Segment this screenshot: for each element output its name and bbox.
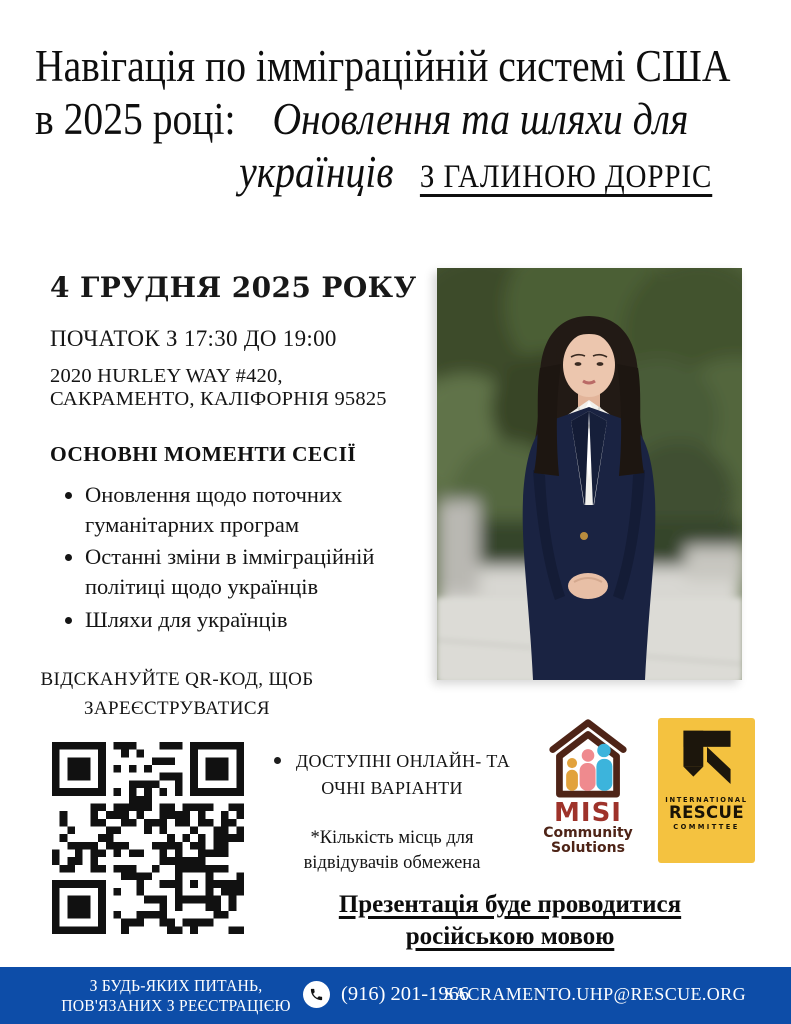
event-address-line1: 2020 HURLEY WAY #420,	[50, 365, 283, 387]
title-line-1: Навігація по імміграційній системі США	[35, 41, 731, 91]
qr-caption-line2: ЗАРЕЄСТРУВАТИСЯ	[84, 697, 270, 719]
speaker-figure	[523, 316, 656, 680]
language-note-line1: Презентація буде проводитися	[338, 891, 682, 918]
title-line-3	[35, 146, 713, 204]
options-line2: ОЧНІ ВАРІАНТИ	[321, 778, 463, 798]
misi-logo	[534, 716, 642, 866]
language-note-line2: російською мовою	[405, 923, 615, 950]
irc-arrow-icon	[676, 725, 738, 791]
footer-question-line1: З БУДЬ-ЯКИХ ПИТАНЬ,	[89, 976, 263, 995]
capacity-note-line1: *Кількість місць для	[310, 828, 474, 848]
highlight-item: • Шляхи для українців	[85, 605, 442, 635]
misi-logo-sub2: Solutions	[551, 840, 625, 857]
footer-question-line2: ПОВ'ЯЗАНИХ З РЕЄСТРАЦІЄЮ	[61, 996, 291, 1016]
misi-house-icon	[546, 716, 630, 800]
highlight-item: • Оновлення щодо поточних гуманітарних програм	[85, 480, 442, 539]
highlights-heading: ОСНОВНІ МОМЕНТИ СЕСІЇ	[50, 441, 357, 466]
speaker-photo-illustration	[437, 268, 742, 680]
event-address-line2: САКРАМЕНТО, КАЛІФОРНІЯ 95825	[50, 387, 387, 410]
irc-logo-mid: RESCUE	[668, 803, 745, 822]
footer-email: SACRAMENTO.UHP@RESCUE.ORG	[443, 984, 746, 1004]
event-date: 4 ГРУДНЯ 2025 РОКУ	[50, 271, 417, 304]
attendance-options	[266, 751, 518, 876]
misi-logo-sub1: Community	[543, 825, 633, 841]
qr-caption-line1: ВІДСКАНУЙТЕ QR-КОД, ЩОБ	[40, 669, 314, 690]
options-line1	[266, 751, 518, 772]
speaker-name: З ГАЛИНОЮ ДОРРІС	[419, 159, 713, 195]
capacity-note-line2: відвідувачів обмежена	[303, 852, 481, 873]
bullet-dot-icon	[274, 757, 281, 764]
event-time: ПОЧАТОК З 17:30 ДО 19:00	[50, 326, 337, 351]
phone-icon	[303, 981, 330, 1008]
event-address	[50, 365, 442, 411]
speaker-photo	[437, 268, 742, 680]
footer-bar	[0, 967, 791, 1024]
irc-logo	[658, 718, 755, 863]
qr-caption	[28, 666, 326, 723]
capacity-note	[266, 826, 518, 876]
title-line2-regular: в 2025 році:	[35, 94, 236, 144]
title-line2-italic: Оновлення та шляхи для	[272, 94, 689, 144]
flyer-title	[35, 40, 783, 204]
title-line3-italic: українців	[239, 147, 394, 197]
highlights-list	[50, 480, 442, 634]
irc-logo-bottom: COMMITTEE	[673, 822, 740, 831]
title-line-2	[35, 93, 693, 146]
qr-code	[52, 742, 244, 934]
footer-phone-number: (916) 201-1966	[341, 983, 470, 1005]
event-details	[50, 271, 442, 637]
language-note	[300, 889, 720, 953]
footer-question	[45, 976, 307, 1016]
highlight-item: • Останні зміни в імміграційній політиці щодо українців	[85, 542, 442, 601]
misi-logo-name: MISI	[554, 798, 622, 828]
options-line1-text: ДОСТУПНІ ОНЛАЙН- ТА	[295, 751, 511, 771]
irc-logo-top: INTERNATIONAL	[665, 796, 748, 804]
